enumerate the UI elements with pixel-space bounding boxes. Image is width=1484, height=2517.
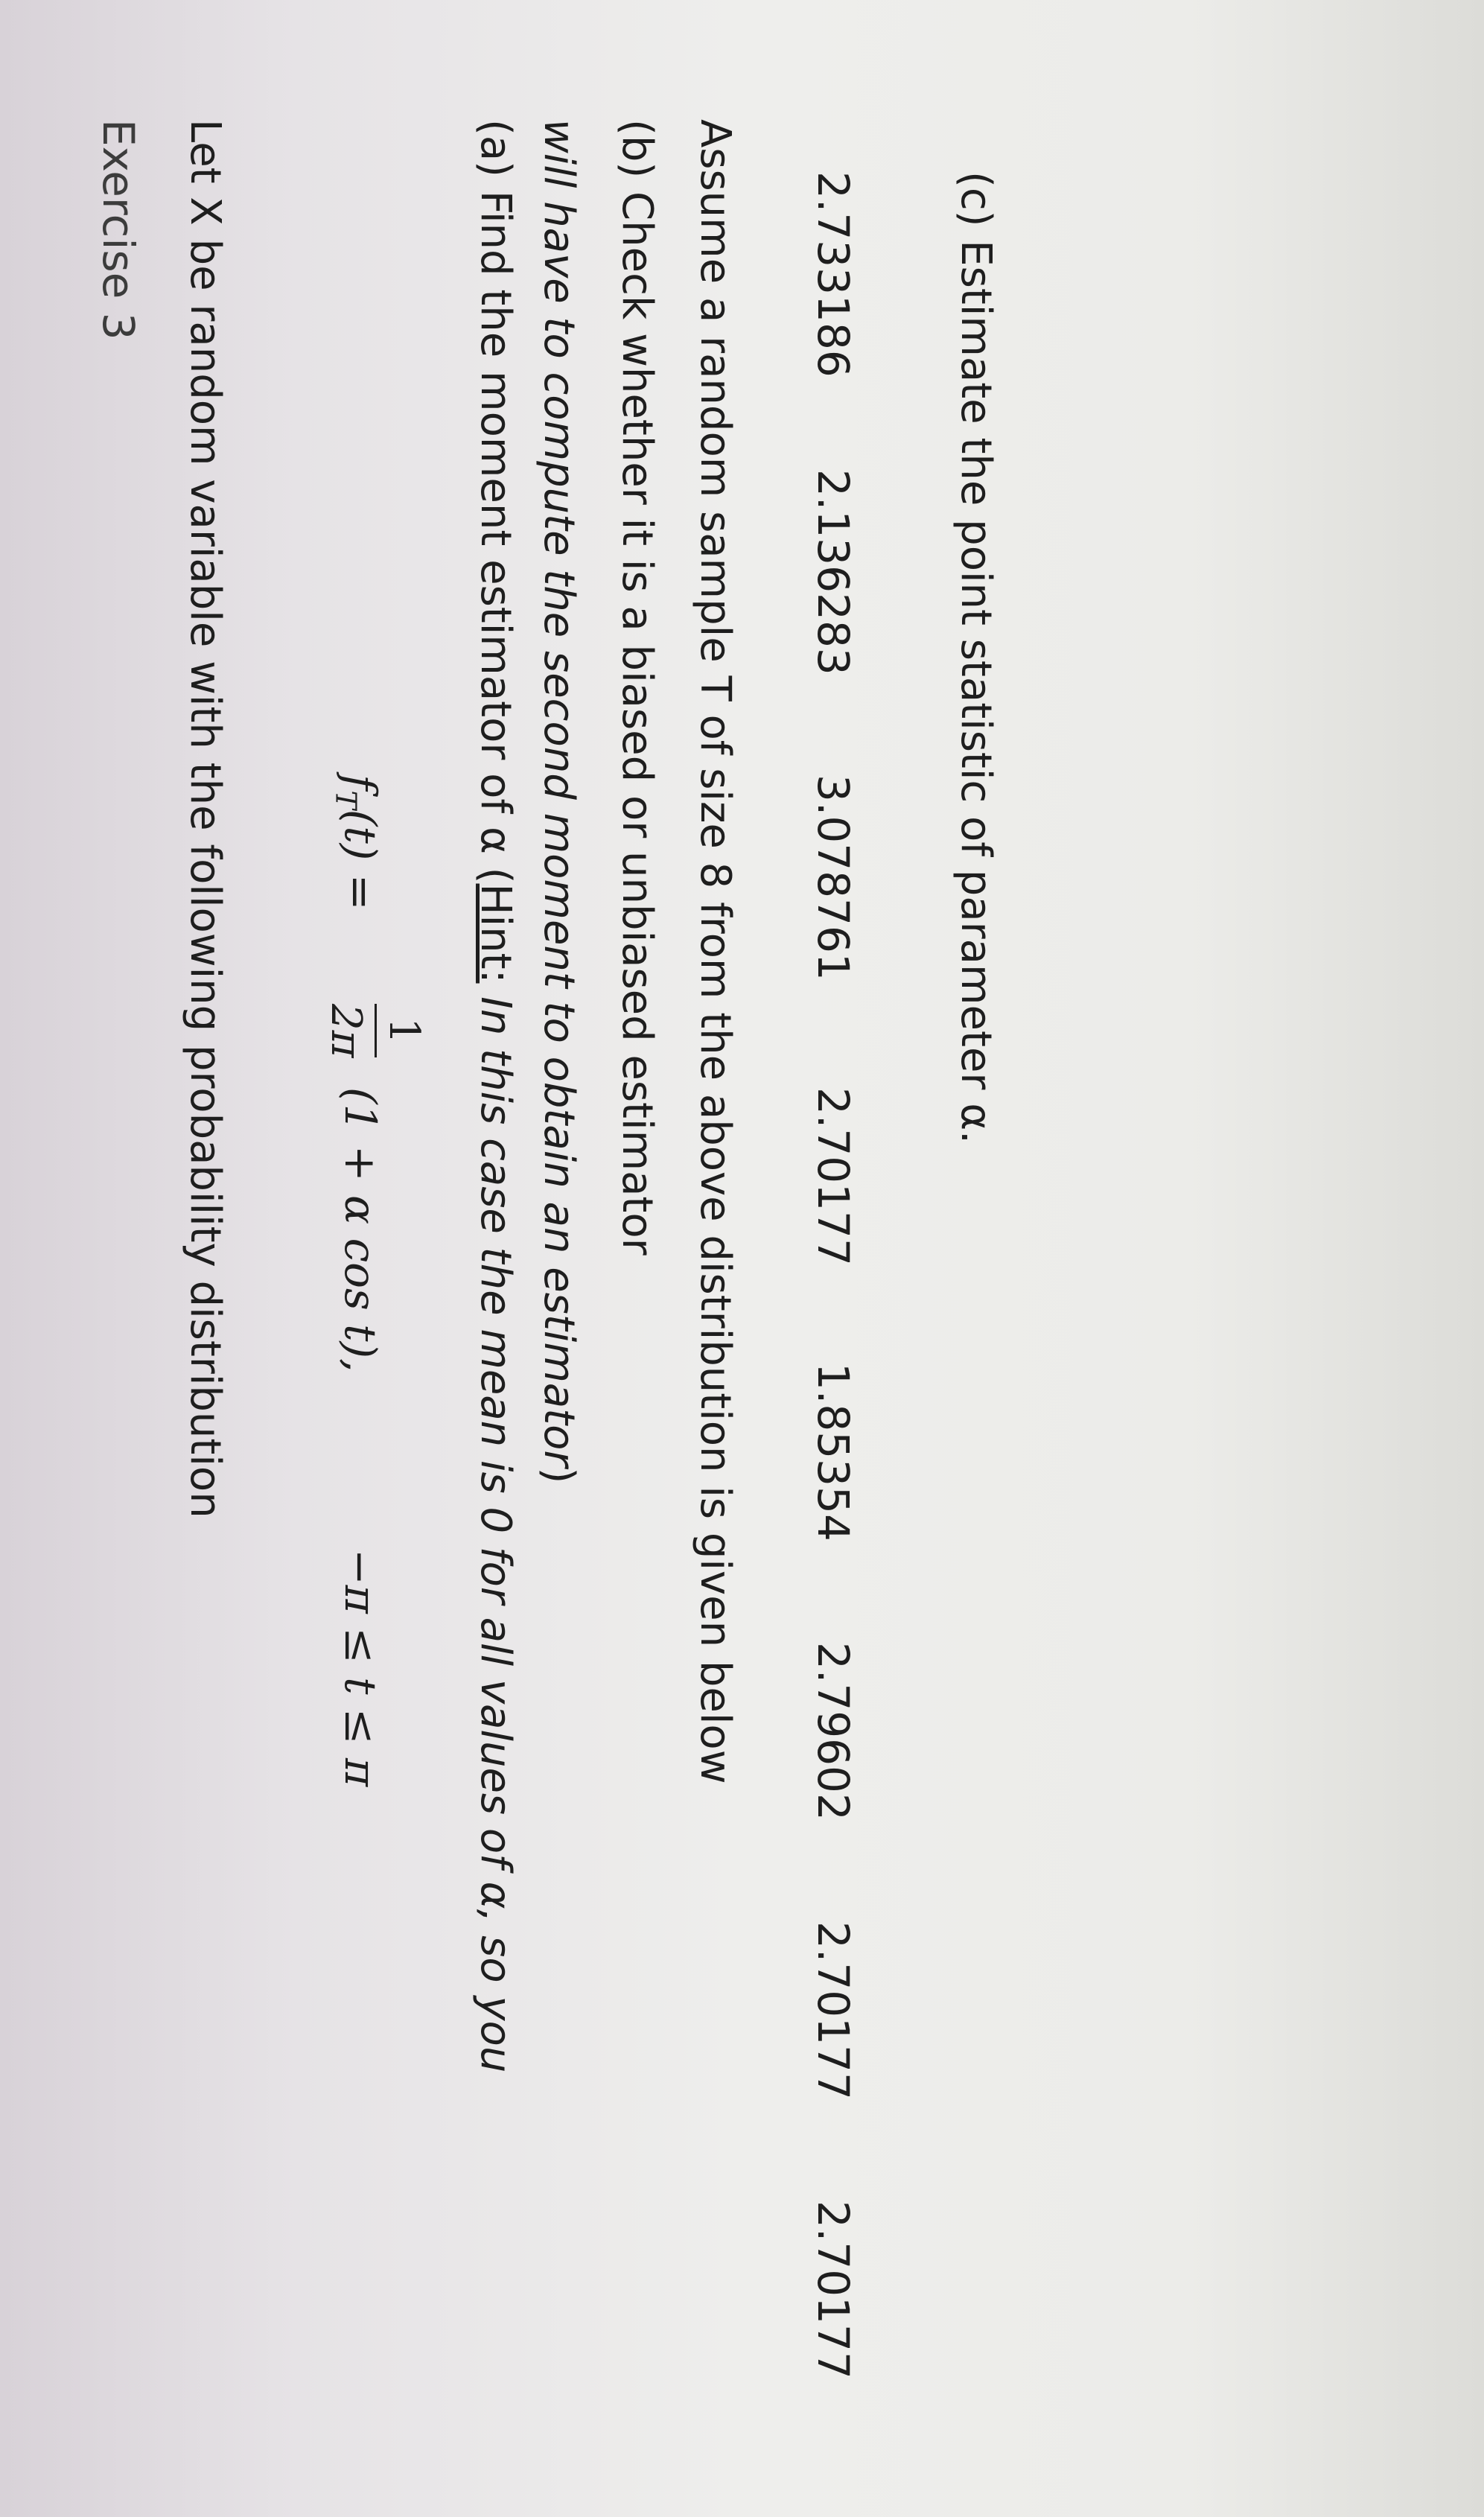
sample-value: 2.733186 <box>808 171 859 378</box>
part-a-line1 <box>471 119 520 2073</box>
formula-f: f <box>335 774 386 791</box>
fraction-denominator: 2π <box>322 1004 370 1058</box>
sample-value: 2.70177 <box>808 1921 859 2100</box>
formula-range: −π ≤ t ≤ π <box>335 1549 386 1787</box>
part-a-line2 <box>535 119 583 1484</box>
sample-value: 2.136283 <box>808 469 859 675</box>
part-c-text: (c) Estimate the point statistic of parameter α. <box>952 171 1000 1144</box>
hint-text-line1: In this case the mean is 0 for all values of α, so you <box>471 983 520 2073</box>
sample-value: 2.70177 <box>808 1087 859 1266</box>
sample-value: 1.85354 <box>808 1363 859 1541</box>
formula-sub: T <box>329 790 363 809</box>
part-a-label: (a) Find the moment estimator of α ( <box>471 119 520 884</box>
intro-text: Let X be random variable with the following probability distribution <box>181 119 229 1518</box>
fraction-bar <box>375 1004 377 1057</box>
sample-value: 2.79602 <box>808 1642 859 1821</box>
sample-intro: Assume a random sample T of size 8 from the above distribution is given below <box>691 119 739 1784</box>
part-b-text: (b) Check whether it is a biased or unbiased estimator <box>613 119 661 1256</box>
exercise-title: Exercise 3 <box>93 119 144 340</box>
hint-text-line2: will have to compute the second moment to obtain an estimator <box>535 119 583 1468</box>
sample-value: 2.70177 <box>808 2201 859 2379</box>
formula-arg: (t) = <box>335 809 386 911</box>
hint-close: ) <box>535 1467 583 1484</box>
formula-rhs: (1 + α cos t), <box>335 1087 386 1372</box>
sample-value: 3.078761 <box>808 774 859 981</box>
hint-word: Hint: <box>471 883 520 984</box>
fraction-numerator: 1 <box>380 1017 428 1045</box>
formula-fraction <box>322 1004 428 1057</box>
formula-lhs <box>329 774 386 910</box>
